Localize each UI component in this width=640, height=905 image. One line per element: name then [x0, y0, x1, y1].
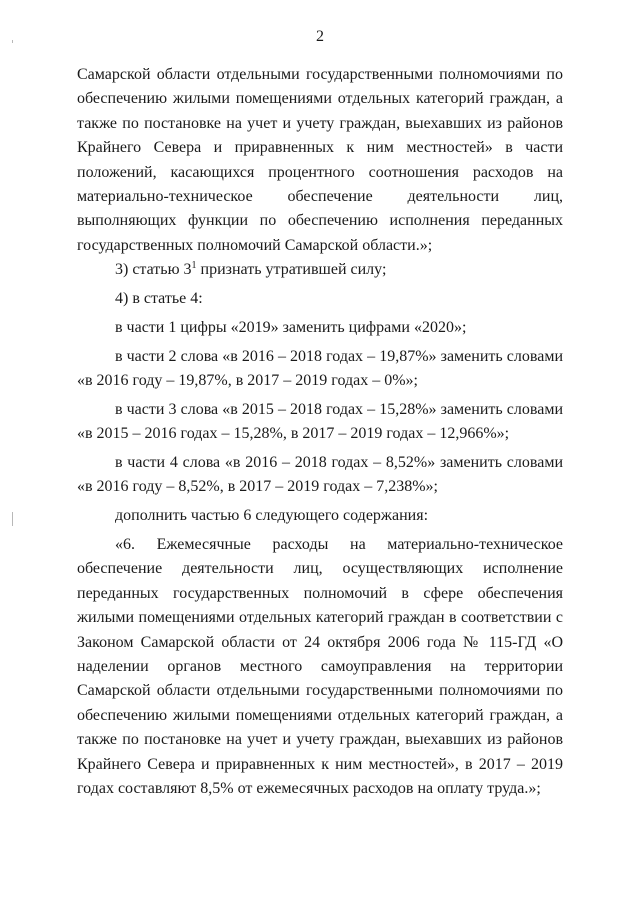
- paragraph-part-6-text: «6. Ежемесячные расходы на материально-техническое обеспечение деятельности лиц, осуществляющих исполнение переданных государственных полномочий в сфере обеспечения жилыми помещениями отдельных категорий граждан в соответствии с Законом Самарской области от 24 октября 2006 года № 115-ГД «О наделении органов местного самоуправления на территории Самарской области отдельными государственными полномочиями по обеспечению жилыми помещениями отдельных категорий граждан, а также по постановке на учет и учету граждан, выехавших из районов Крайнего Севера и приравненных к ним местностей», в 2017 – 2019 годах составляют 8,5% от ежемесячных расходов на оплату труда.»;: [77, 536, 563, 798]
- paragraph-item-3: [77, 258, 563, 282]
- paragraph-part-2: в части 2 слова «в 2016 – 2018 годах – 19,87%» заменить словами «в 2016 году – 19,87%, в 2017 – 2019 годах – 0%»;: [77, 347, 563, 390]
- paragraph-item-3-prefix: 3) статью 3: [115, 261, 192, 279]
- paragraph-part-4: в части 4 слова «в 2016 – 2018 годах – 8,52%» заменить словами «в 2016 году – 8,52%, в 2017 – 2019 годах – 7,238%»;: [77, 454, 563, 496]
- paragraph-item-4: 4) в статье 4:: [115, 290, 203, 308]
- page-number: 2: [316, 28, 324, 45]
- paragraph-item-3-suffix: признать утратившей силу;: [196, 261, 387, 279]
- paragraph-part-1: в части 1 цифры «2019» заменить цифрами «2020»;: [115, 318, 467, 336]
- paragraph-add-part-6: дополнить частью 6 следующего содержания:: [115, 507, 429, 525]
- paragraph-continuation: Самарской области отдельными государственными полномочиями по обеспечению жилыми помещениями отдельных категорий граждан, а также по постановке на учет и учету граждан, выехавших из районов Крайнего Севера и приравненных к ним местностей» в части положений, касающихся процентного соотношения расходов на материально-техническое обеспечение деятельности лиц, выполняющих функции по обеспечению исполнения переданных государственных полномочий Самарской области.»;: [77, 66, 563, 254]
- scan-mark: [12, 512, 13, 526]
- paragraph-part-3: в части 3 слова «в 2015 – 2018 годах – 15,28%» заменить словами «в 2015 – 2016 годах – 15,28%, в 2017 – 2019 годах – 12,966%»;: [77, 400, 563, 443]
- superscript: 1: [191, 260, 197, 272]
- document-body: [77, 63, 563, 806]
